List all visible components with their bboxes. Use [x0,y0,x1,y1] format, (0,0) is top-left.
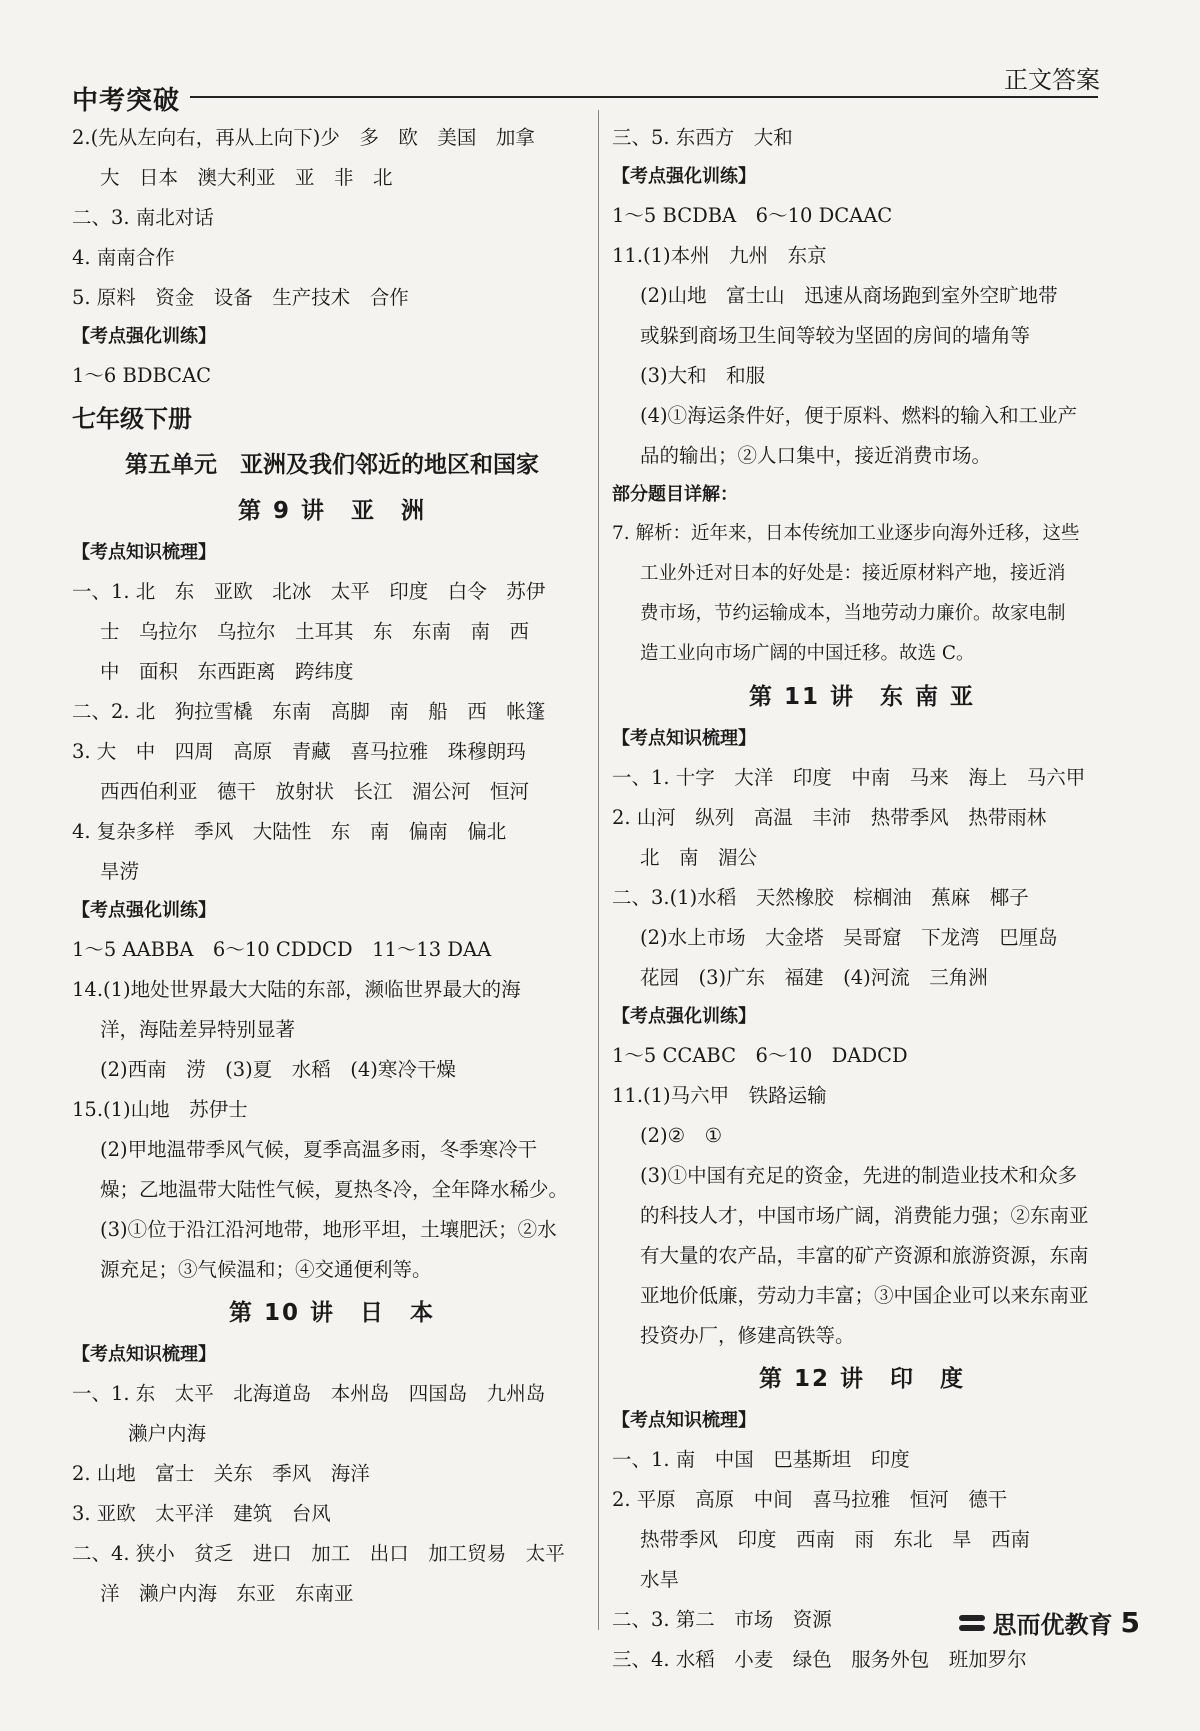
right-line: 1～5 BCDBA 6～10 DCAAC [612,204,893,227]
right-line: 一、1. 十字 大洋 印度 中南 马来 海上 马六甲 [612,766,1086,789]
right-line: 二、3.(1)水稻 天然橡胶 棕榈油 蕉麻 椰子 [612,886,1029,909]
left-line: 七年级下册 [72,405,192,433]
right-line: 第 12 讲 印 度 [758,1366,966,1392]
left-line: 旱涝 [100,860,140,883]
right-line: (3)大和 和服 [640,364,766,387]
left-line: 4. 南南合作 [72,246,175,269]
right-line: (2)水上市场 大金塔 吴哥窟 下龙湾 巴厘岛 [640,926,1058,949]
left-line: 大 日本 澳大利亚 亚 非 北 [100,166,393,189]
left-line: 5. 原料 资金 设备 生产技术 合作 [72,286,409,309]
right-line: 第 11 讲 东 南 亚 [748,684,976,710]
right-line: 【考点知识梳理】 [612,1410,756,1431]
left-line: 第五单元 亚洲及我们邻近的地区和国家 [125,452,539,478]
right-line: 或躲到商场卫生间等较为坚固的房间的墙角等 [640,324,1031,347]
left-line: 燥；乙地温带大陆性气候，夏热冬冷，全年降水稀少。 [100,1178,569,1201]
right-line: 【考点知识梳理】 [612,728,756,749]
right-line: 【考点强化训练】 [612,1006,756,1027]
right-line: 11.(1)马六甲 铁路运输 [612,1084,827,1107]
page-footer [959,1605,1140,1640]
right-line: 二、3. 第二 市场 资源 [612,1608,832,1631]
right-line: 2. 山河 纵列 高温 丰沛 热带季风 热带雨林 [612,806,1047,829]
left-line: 14.(1)地处世界最大大陆的东部，濒临世界最大的海 [72,978,521,1001]
right-line: 热带季风 印度 西南 雨 东北 旱 西南 [640,1528,1031,1551]
left-line: 一、1. 东 太平 北海道岛 本州岛 四国岛 九州岛 [72,1382,546,1405]
left-line: 二、2. 北 狗拉雪橇 东南 高脚 南 船 西 帐篷 [72,700,546,723]
right-line: 一、1. 南 中国 巴基斯坦 印度 [612,1448,910,1471]
column-divider [598,110,599,1630]
right-line: 2. 平原 高原 中间 喜马拉雅 恒河 德干 [612,1488,1008,1511]
right-line: 1～5 CCABC 6～10 DADCD [612,1044,908,1067]
logo-icon [959,1614,985,1632]
left-line: 3. 亚欧 太平洋 建筑 台风 [72,1502,331,1525]
left-line: 中 面积 东西距离 跨纬度 [100,660,354,683]
right-line: 7. 解析：近年来，日本传统加工业逐步向海外迁移，这些 [612,523,1080,544]
left-line: (2)西南 涝 (3)夏 水稻 (4)寒冷干燥 [100,1058,456,1081]
right-line: 有大量的农产品，丰富的矿产资源和旅游资源，东南 [640,1244,1089,1267]
left-line: 濑户内海 [128,1422,207,1445]
left-line: 2.(先从左向右，再从上向下)少 多 欧 美国 加拿 [72,126,535,149]
right-line: 工业外迁对日本的好处是：接近原材料产地，接近消 [640,563,1066,584]
right-line: 造工业向市场广阔的中国迁移。故选 C。 [640,643,975,664]
footer-logo-text: 思而优教育 [992,1611,1113,1639]
right-line: 11.(1)本州 九州 东京 [612,244,827,267]
right-line: (4)①海运条件好，便于原料、燃料的输入和工业产 [640,404,1078,427]
right-line: 三、5. 东西方 大和 [612,126,793,149]
left-line: (2)甲地温带季风气候，夏季高温多雨，冬季寒冷干 [100,1138,538,1161]
right-column [612,118,1112,1680]
left-line: 第 10 讲 日 本 [228,1300,436,1326]
left-line: 二、3. 南北对话 [72,206,214,229]
right-line: 投资办厂，修建高铁等。 [640,1324,855,1347]
page-number: 5 [1120,1606,1140,1639]
left-line: 1～6 BDBCAC [72,364,212,387]
left-line: 洋，海陆差异特别显著 [100,1018,296,1041]
left-line: 【考点知识梳理】 [72,542,216,563]
right-line: (2)山地 富士山 迅速从商场跑到室外空旷地带 [640,284,1058,307]
right-line: 三、4. 水稻 小麦 绿色 服务外包 班加罗尔 [612,1648,1027,1671]
left-line: 西西伯利亚 德干 放射状 长江 湄公河 恒河 [100,780,530,803]
left-line: (3)①位于沿江沿河地带，地形平坦，土壤肥沃；②水 [100,1218,557,1241]
left-column [72,118,592,1614]
left-line: 【考点强化训练】 [72,900,216,921]
section-label: 正文答案 [1004,66,1100,94]
header-rule [190,96,1098,98]
right-line: 的科技人才，中国市场广阔，消费能力强；②东南亚 [640,1204,1089,1227]
right-line: 亚地价低廉，劳动力丰富；③中国企业可以来东南亚 [640,1284,1089,1307]
left-line: 第 9 讲 亚 洲 [237,498,427,524]
left-line: 4. 复杂多样 季风 大陆性 东 南 偏南 偏北 [72,820,507,843]
right-line: 费市场，节约运输成本，当地劳动力廉价。故家电制 [640,603,1066,624]
right-line: (3)①中国有充足的资金，先进的制造业技术和众多 [640,1164,1078,1187]
right-line: 水旱 [640,1568,680,1591]
left-line: 3. 大 中 四周 高原 青藏 喜马拉雅 珠穆朗玛 [72,740,526,763]
right-line: 花园 (3)广东 福建 (4)河流 三角洲 [640,966,988,989]
left-line: 源充足；③气候温和；④交通便利等。 [100,1258,432,1281]
left-line: 【考点强化训练】 [72,326,216,347]
right-line: 部分题目详解： [612,484,738,505]
left-line: 一、1. 北 东 亚欧 北冰 太平 印度 白令 苏伊 [72,580,546,603]
right-line: 北 南 湄公 [640,846,758,869]
right-line: 品的输出；②人口集中，接近消费市场。 [640,444,992,467]
right-line: 【考点强化训练】 [612,166,756,187]
left-line: 士 乌拉尔 乌拉尔 土耳其 东 东南 南 西 [100,620,530,643]
right-line: (2)② ① [640,1124,723,1147]
left-line: 二、4. 狭小 贫乏 进口 加工 出口 加工贸易 太平 [72,1542,565,1565]
brand-title: 中考突破 [72,86,181,116]
left-line: 洋 濑户内海 东亚 东南亚 [100,1582,354,1605]
left-line: 2. 山地 富士 关东 季风 海洋 [72,1462,370,1485]
left-line: 1～5 AABBA 6～10 CDDCD 11～13 DAA [72,938,492,961]
left-line: 15.(1)山地 苏伊士 [72,1098,248,1121]
left-line: 【考点知识梳理】 [72,1344,216,1365]
